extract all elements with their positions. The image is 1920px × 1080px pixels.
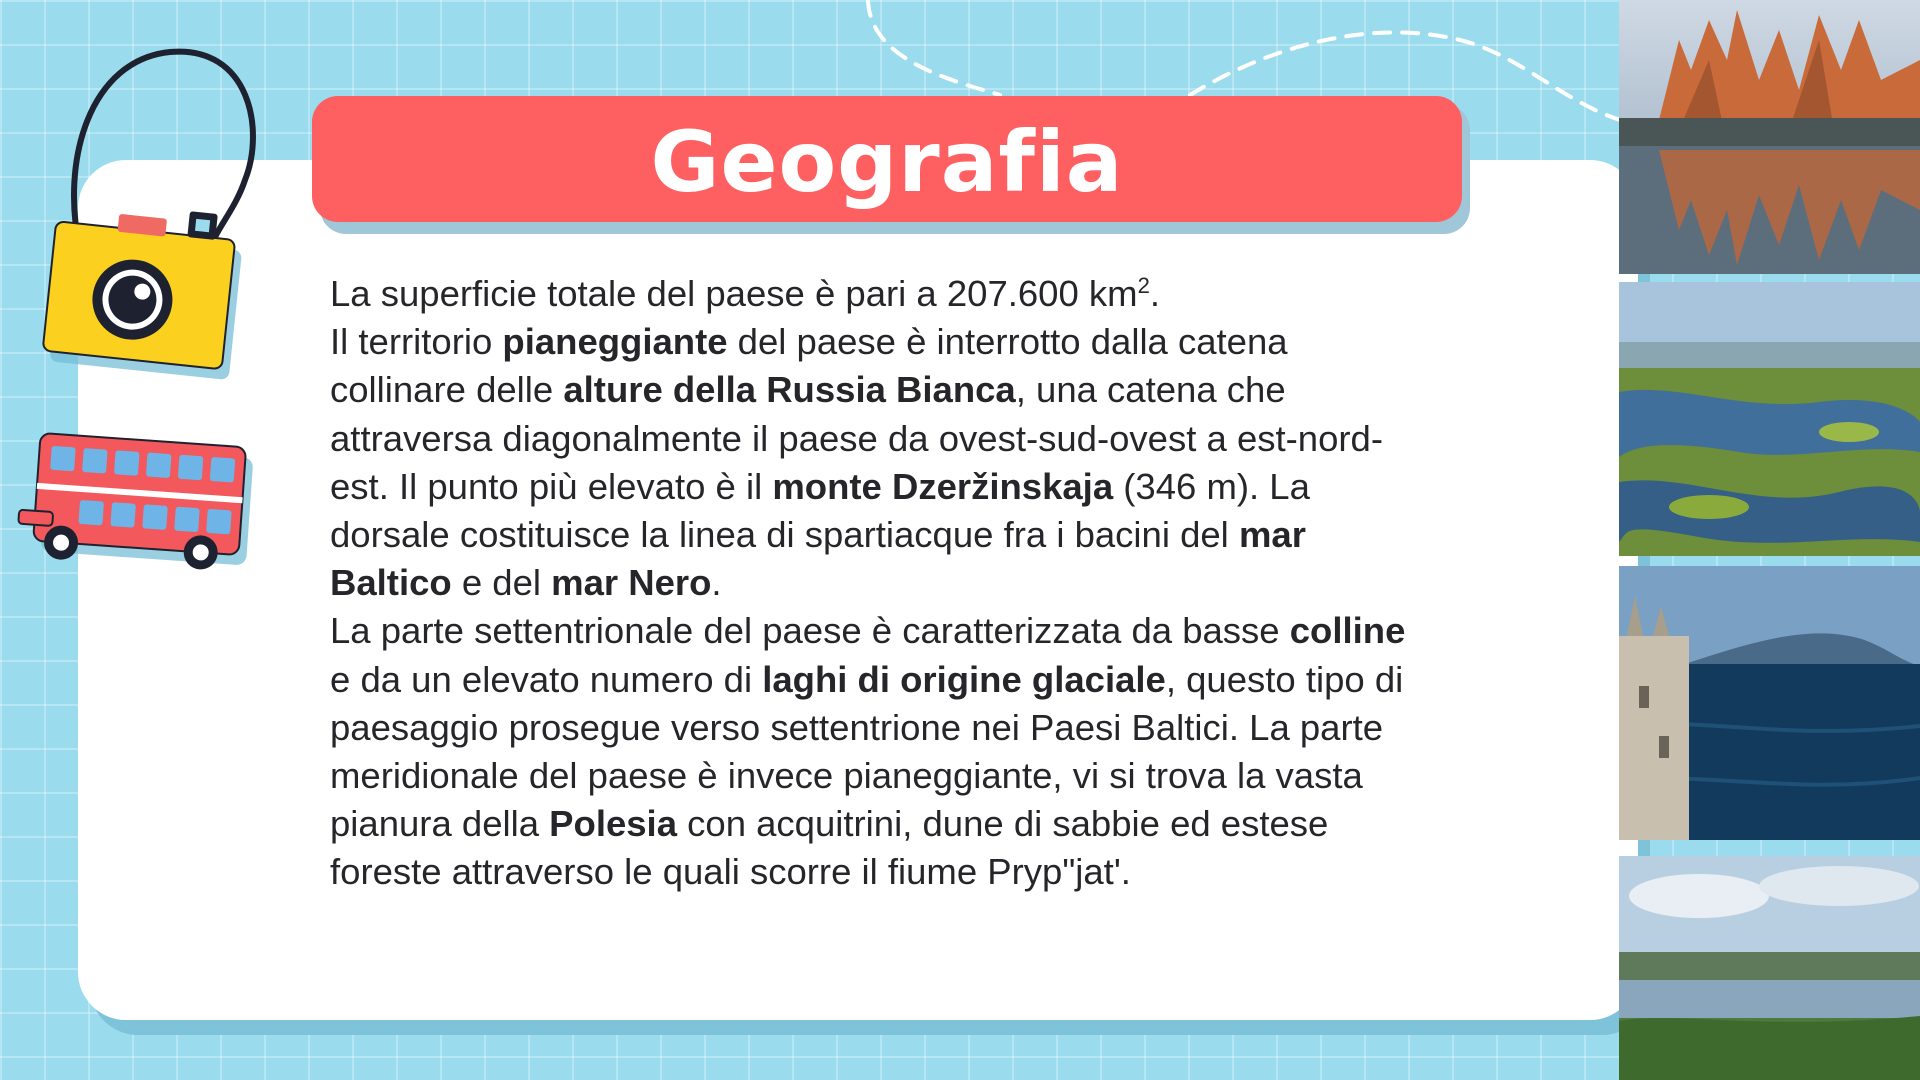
- lake-forest-landscape-photo: [1619, 856, 1920, 1080]
- text-run: , questo tipo di paesaggio prosegue verso settentrione nei Paesi Baltici. La parte meridionale del paese è invece pianeggiante, vi si trova la vasta pianura della: [330, 658, 1404, 845]
- camera-icon: [40, 40, 270, 380]
- paragraph-landscape: [330, 607, 1430, 896]
- bold-term: Polesia: [549, 803, 677, 845]
- text-run: del paese è interrotto dalla catena collinare delle: [330, 321, 1288, 411]
- text-run: .: [711, 562, 722, 604]
- text-run: e da un elevato numero di: [330, 658, 763, 700]
- text-run: La parte settentrionale del paese è caratterizzata da basse: [330, 610, 1290, 652]
- castle-sea-coast-photo: [1619, 566, 1920, 840]
- bold-term: pianeggiante: [502, 321, 728, 363]
- double-decker-bus-icon: [14, 428, 264, 578]
- superscript: 2: [1137, 272, 1150, 298]
- bold-term: mar Baltico: [330, 514, 1306, 604]
- paragraph-area: [330, 270, 1430, 318]
- bold-term: colline: [1289, 610, 1406, 652]
- bold-term: laghi di origine glaciale: [762, 658, 1166, 700]
- text-run: con acquitrini, dune di sabbie ed estese foreste attraverso le quali scorre il fiume Pryp"jat'.: [330, 803, 1329, 893]
- title-bar: [312, 96, 1462, 222]
- bold-term: alture della Russia Bianca: [563, 369, 1016, 411]
- paragraph-relief: [330, 318, 1430, 607]
- text-run: (346 m). La dorsale costituisce la linea di spartiacque fra i bacini del: [330, 465, 1310, 556]
- text-run: e del: [451, 562, 552, 604]
- bold-term: monte Dzeržinskaja: [772, 465, 1114, 507]
- text-run: Il territorio: [330, 321, 503, 363]
- body-text: [330, 270, 1430, 897]
- slide-title: Geografia: [650, 113, 1124, 211]
- text-run: .: [1149, 273, 1160, 314]
- text-run: La superficie totale del paese è pari a 207.600 km: [330, 273, 1138, 314]
- text-run: , una catena che attraversa diagonalmente il paese da ovest-sud-ovest a est-nord-est. Il punto più elevato è il: [330, 369, 1383, 507]
- bold-term: mar Nero: [551, 562, 712, 604]
- mountain-peaks-reflection-photo: [1619, 0, 1920, 274]
- river-wetlands-aerial-photo: [1619, 282, 1920, 556]
